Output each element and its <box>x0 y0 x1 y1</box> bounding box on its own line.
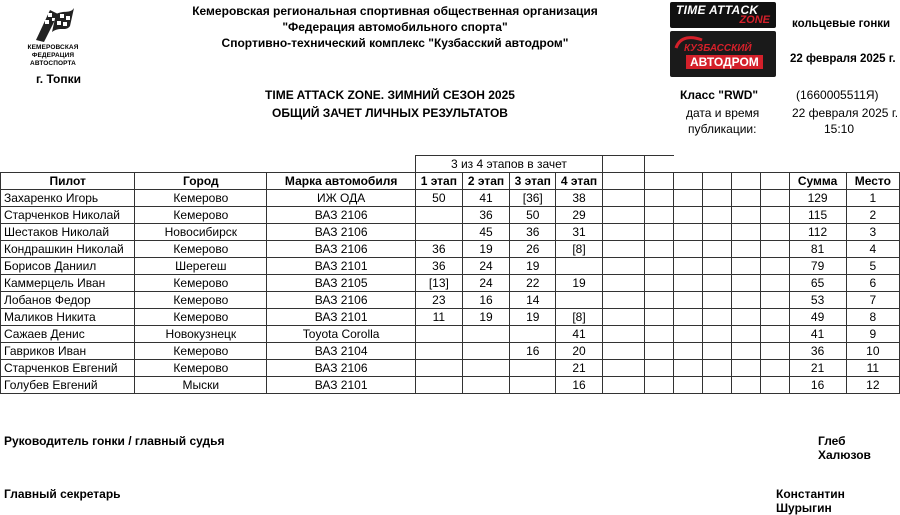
car-cell: ВАЗ 2106 <box>267 292 416 309</box>
empty-cell <box>674 258 702 275</box>
car-cell: ВАЗ 2104 <box>267 343 416 360</box>
publication-label-1: дата и время <box>686 106 760 120</box>
empty-cell <box>761 224 789 241</box>
empty-cell <box>645 207 674 224</box>
stage1-cell: 36 <box>415 258 462 275</box>
stages-group-header: 3 из 4 этапов в зачет <box>415 156 602 173</box>
stage2-cell <box>462 343 510 360</box>
federation-logo-line2: ФЕДЕРАЦИЯ АВТОСПОРТА <box>30 52 76 67</box>
table-row <box>1 343 900 360</box>
sum-cell: 79 <box>789 258 846 275</box>
sum-cell: 81 <box>789 241 846 258</box>
time-attack-logo-zone: ZONE <box>739 14 770 26</box>
stage3-cell: 36 <box>510 224 556 241</box>
kuzbass-logo-line2: АВТОДРОМ <box>686 55 763 69</box>
empty-cell <box>761 207 789 224</box>
time-attack-logo <box>670 2 776 28</box>
stage1-cell <box>415 224 462 241</box>
empty-cell <box>645 275 674 292</box>
city-cell: Кемерово <box>135 309 267 326</box>
stage4-cell: 38 <box>556 190 603 207</box>
empty-cell <box>645 292 674 309</box>
place-cell: 1 <box>846 190 899 207</box>
empty-cell <box>674 190 702 207</box>
stage3-cell: 26 <box>510 241 556 258</box>
judge-name: Глеб Халюзов <box>818 434 871 462</box>
organization-federation: "Федерация автомобильного спорта" <box>282 20 508 34</box>
empty-cell <box>645 190 674 207</box>
secretary-name: Константин Шурыгин <box>776 487 845 515</box>
sum-cell: 53 <box>789 292 846 309</box>
empty-cell <box>674 343 702 360</box>
empty-cell <box>761 190 789 207</box>
pilot-cell: Кондрашкин Николай <box>1 241 135 258</box>
stage1-cell: 23 <box>415 292 462 309</box>
place-cell: 9 <box>846 326 899 343</box>
table-row <box>1 309 900 326</box>
publication-date: 22 февраля 2025 г. <box>792 106 899 120</box>
stage2-cell: 24 <box>462 258 510 275</box>
empty-cell <box>702 377 731 394</box>
table-header-row <box>1 173 900 190</box>
empty-cell <box>602 190 644 207</box>
time-attack-logo-text: TIME ATTACK <box>676 3 759 17</box>
organization-complex: Спортивно-технический комплекс "Кузбасский автодром" <box>221 36 569 50</box>
empty-cell <box>674 377 702 394</box>
pilot-cell: Шестаков Николай <box>1 224 135 241</box>
federation-logo-line1: КЕМЕРОВСКАЯ <box>27 44 79 51</box>
empty-cell <box>731 190 760 207</box>
empty-cell <box>731 207 760 224</box>
organization-name: Кемеровская региональная спортивная общественная организация <box>192 4 598 18</box>
sum-cell: 65 <box>789 275 846 292</box>
empty-cell <box>702 309 731 326</box>
place-cell: 2 <box>846 207 899 224</box>
publication-label-2: публикации: <box>688 122 757 136</box>
event-type: кольцевые гонки <box>792 18 891 30</box>
city-cell: Шерегеш <box>135 258 267 275</box>
empty-cell <box>731 275 760 292</box>
empty-cell <box>702 190 731 207</box>
table-row <box>1 190 900 207</box>
empty-cell <box>731 292 760 309</box>
empty-cell <box>674 360 702 377</box>
header-sum: Сумма <box>789 173 846 190</box>
empty-cell <box>602 258 644 275</box>
stage1-cell <box>415 326 462 343</box>
empty-cell <box>602 275 644 292</box>
stage2-cell: 16 <box>462 292 510 309</box>
stage4-cell: 31 <box>556 224 603 241</box>
place-cell: 7 <box>846 292 899 309</box>
stage3-cell: [36] <box>510 190 556 207</box>
car-cell: ВАЗ 2106 <box>267 241 416 258</box>
empty-cell <box>761 292 789 309</box>
class-label: Класс "RWD" <box>680 88 759 102</box>
stage3-cell: 19 <box>510 258 556 275</box>
empty-cell <box>602 241 644 258</box>
table-row <box>1 326 900 343</box>
sum-cell: 112 <box>789 224 846 241</box>
stage2-cell: 45 <box>462 224 510 241</box>
car-cell: ВАЗ 2106 <box>267 224 416 241</box>
pilot-cell: Старченков Евгений <box>1 360 135 377</box>
place-cell: 6 <box>846 275 899 292</box>
pilot-cell: Маликов Никита <box>1 309 135 326</box>
stage4-cell: 19 <box>556 275 603 292</box>
stage4-cell: 21 <box>556 360 603 377</box>
stage4-cell: 20 <box>556 343 603 360</box>
empty-cell <box>674 207 702 224</box>
stage1-cell <box>415 377 462 394</box>
empty-cell <box>731 377 760 394</box>
empty-cell <box>674 224 702 241</box>
empty-cell <box>674 292 702 309</box>
publication-time: 15:10 <box>824 122 855 136</box>
empty-cell <box>674 309 702 326</box>
table-row <box>1 292 900 309</box>
stage1-cell: 50 <box>415 190 462 207</box>
empty-cell <box>645 258 674 275</box>
judge-label: Руководитель гонки / главный судья <box>4 434 225 448</box>
car-cell: Toyota Corolla <box>267 326 416 343</box>
empty-cell <box>645 360 674 377</box>
city-cell: Кемерово <box>135 275 267 292</box>
city-cell: Новосибирск <box>135 224 267 241</box>
empty-cell <box>702 275 731 292</box>
empty-cell <box>702 207 731 224</box>
car-cell: ВАЗ 2106 <box>267 207 416 224</box>
stage4-cell: 16 <box>556 377 603 394</box>
secretary-label: Главный секретарь <box>4 487 121 501</box>
table-row <box>1 258 900 275</box>
pilot-cell: Борисов Даниил <box>1 258 135 275</box>
event-title: TIME ATTACK ZONE. ЗИМНИЙ СЕЗОН 2025 <box>265 88 515 102</box>
stage2-cell <box>462 360 510 377</box>
city-cell: Новокузнецк <box>135 326 267 343</box>
city-cell: Кемерово <box>135 190 267 207</box>
sum-cell: 21 <box>789 360 846 377</box>
stage2-cell: 19 <box>462 241 510 258</box>
header-stage3: 3 этап <box>510 173 556 190</box>
empty-cell <box>602 326 644 343</box>
pilot-cell: Гавриков Иван <box>1 343 135 360</box>
city-cell: Кемерово <box>135 360 267 377</box>
table-group-header-row <box>1 156 900 173</box>
empty-cell <box>702 224 731 241</box>
event-date: 22 февраля 2025 г. <box>790 53 896 65</box>
header-city: Город <box>135 173 267 190</box>
table-row <box>1 207 900 224</box>
empty-cell <box>702 258 731 275</box>
empty-cell <box>702 292 731 309</box>
empty-cell <box>761 258 789 275</box>
city-cell: Мыски <box>135 377 267 394</box>
car-cell: ВАЗ 2101 <box>267 377 416 394</box>
stage1-cell: [13] <box>415 275 462 292</box>
empty-cell <box>602 224 644 241</box>
city-cell: Кемерово <box>135 241 267 258</box>
header-pilot: Пилот <box>1 173 135 190</box>
empty-cell <box>761 326 789 343</box>
place-cell: 8 <box>846 309 899 326</box>
place-cell: 10 <box>846 343 899 360</box>
checkered-flag-icon <box>30 4 76 44</box>
car-cell: ВАЗ 2101 <box>267 309 416 326</box>
empty-cell <box>761 360 789 377</box>
table-row <box>1 241 900 258</box>
pilot-cell: Лобанов Федор <box>1 292 135 309</box>
city-cell: Кемерово <box>135 292 267 309</box>
table-row <box>1 377 900 394</box>
stage3-cell <box>510 377 556 394</box>
place-cell: 5 <box>846 258 899 275</box>
stage4-cell: 41 <box>556 326 603 343</box>
empty-cell <box>674 326 702 343</box>
stage3-cell <box>510 326 556 343</box>
stage3-cell: 16 <box>510 343 556 360</box>
stage4-cell <box>556 292 603 309</box>
stage2-cell <box>462 377 510 394</box>
place-cell: 4 <box>846 241 899 258</box>
stage4-cell <box>556 258 603 275</box>
federation-logo <box>8 4 98 66</box>
empty-cell <box>645 326 674 343</box>
sum-cell: 16 <box>789 377 846 394</box>
empty-cell <box>645 309 674 326</box>
stage2-cell: 41 <box>462 190 510 207</box>
empty-cell <box>761 343 789 360</box>
empty-cell <box>674 241 702 258</box>
stage3-cell: 22 <box>510 275 556 292</box>
stage3-cell: 14 <box>510 292 556 309</box>
stage2-cell: 24 <box>462 275 510 292</box>
empty-cell <box>731 360 760 377</box>
place-cell: 11 <box>846 360 899 377</box>
table-row <box>1 275 900 292</box>
car-cell: ВАЗ 2101 <box>267 258 416 275</box>
empty-cell <box>702 343 731 360</box>
stage4-cell: 29 <box>556 207 603 224</box>
stage4-cell: [8] <box>556 241 603 258</box>
empty-cell <box>702 326 731 343</box>
stage4-cell: [8] <box>556 309 603 326</box>
sum-cell: 36 <box>789 343 846 360</box>
stage1-cell <box>415 343 462 360</box>
table-row <box>1 224 900 241</box>
kuzbass-logo-line1: КУЗБАССКИЙ <box>684 43 752 54</box>
empty-cell <box>731 224 760 241</box>
empty-cell <box>602 343 644 360</box>
sum-cell: 41 <box>789 326 846 343</box>
results-table <box>0 155 900 394</box>
empty-cell <box>645 377 674 394</box>
empty-cell <box>602 309 644 326</box>
stage3-cell: 50 <box>510 207 556 224</box>
stage2-cell: 36 <box>462 207 510 224</box>
empty-cell <box>731 241 760 258</box>
empty-cell <box>702 241 731 258</box>
empty-cell <box>602 377 644 394</box>
car-cell: ИЖ ОДА <box>267 190 416 207</box>
header-stage2: 2 этап <box>462 173 510 190</box>
empty-cell <box>645 224 674 241</box>
pilot-cell: Захаренко Игорь <box>1 190 135 207</box>
place-cell: 12 <box>846 377 899 394</box>
table-row <box>1 360 900 377</box>
header-car: Марка автомобиля <box>267 173 416 190</box>
event-subtitle: ОБЩИЙ ЗАЧЕТ ЛИЧНЫХ РЕЗУЛЬТАТОВ <box>272 106 508 120</box>
sum-cell: 115 <box>789 207 846 224</box>
pilot-cell: Каммерцель Иван <box>1 275 135 292</box>
stage1-cell: 11 <box>415 309 462 326</box>
stage1-cell <box>415 360 462 377</box>
empty-cell <box>761 275 789 292</box>
header-stage1: 1 этап <box>415 173 462 190</box>
stage1-cell <box>415 207 462 224</box>
empty-cell <box>645 241 674 258</box>
stage3-cell <box>510 360 556 377</box>
kuzbass-autodrome-logo <box>670 31 776 77</box>
stage3-cell: 19 <box>510 309 556 326</box>
empty-cell <box>602 292 644 309</box>
empty-cell <box>645 343 674 360</box>
empty-cell <box>731 309 760 326</box>
pilot-cell: Сажаев Денис <box>1 326 135 343</box>
stage2-cell <box>462 326 510 343</box>
city-cell: Кемерово <box>135 207 267 224</box>
car-cell: ВАЗ 2105 <box>267 275 416 292</box>
pilot-cell: Старченков Николай <box>1 207 135 224</box>
empty-cell <box>731 258 760 275</box>
empty-cell <box>602 360 644 377</box>
empty-cell <box>761 309 789 326</box>
header-stage4: 4 этап <box>556 173 603 190</box>
empty-cell <box>761 377 789 394</box>
empty-cell <box>702 360 731 377</box>
place-cell: 3 <box>846 224 899 241</box>
pilot-cell: Голубев Евгений <box>1 377 135 394</box>
header-place: Место <box>846 173 899 190</box>
sum-cell: 129 <box>789 190 846 207</box>
empty-cell <box>731 326 760 343</box>
city-cell: Кемерово <box>135 343 267 360</box>
class-code: (1660005511Я) <box>796 88 879 102</box>
empty-cell <box>731 343 760 360</box>
car-cell: ВАЗ 2106 <box>267 360 416 377</box>
sum-cell: 49 <box>789 309 846 326</box>
empty-cell <box>674 275 702 292</box>
empty-cell <box>602 207 644 224</box>
stage1-cell: 36 <box>415 241 462 258</box>
empty-cell <box>761 241 789 258</box>
stage2-cell: 19 <box>462 309 510 326</box>
event-city: г. Топки <box>36 72 81 86</box>
